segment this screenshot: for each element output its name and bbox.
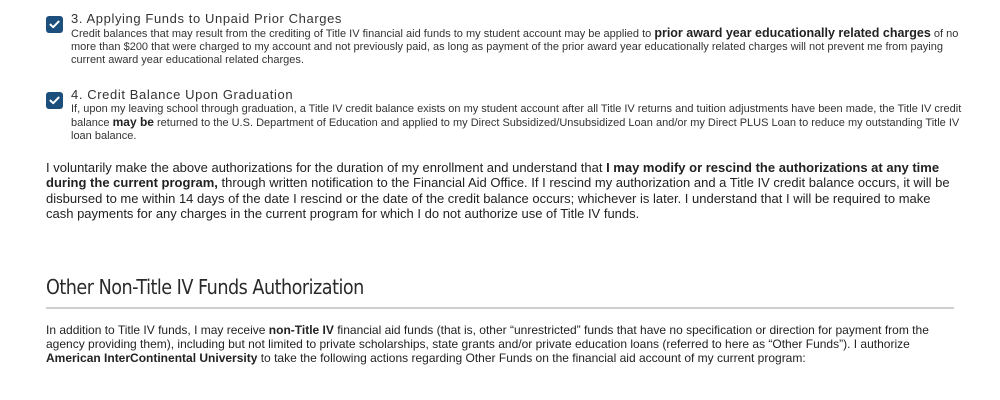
item-3-title: 3. Applying Funds to Unpaid Prior Charges: [71, 11, 343, 26]
authorization-text-2: through written notification to the Financial Aid Office. If I rescind my authorization and a Title IV credit balance occurs, it will be disbursed to me within 14 days of the date I rescind or the date of the credit balance occurs; whichever is later. I understand that I will be required to make cash payments for any charges in the current program for which I do not authorize use of Title IV funds.: [46, 175, 950, 222]
section-text-1: In addition to Title IV funds, I may receive: [46, 323, 269, 337]
item-3-body: [71, 27, 963, 68]
item-3-body-bold: prior award year educationally related charges: [654, 26, 931, 40]
section-body: [46, 324, 958, 365]
checkmark-icon: [49, 20, 60, 29]
authorization-bold: I may modify or rescind the authorizations at any time during the current program,: [46, 160, 940, 191]
item-4-body: [71, 103, 963, 144]
item-3-body-text-1: Credit balances that may result from the crediting of Title IV financial aid funds to my student account may be applied to: [71, 28, 655, 40]
section-bold-2: American InterContinental University: [46, 350, 258, 365]
item-4-checkbox[interactable]: [46, 92, 63, 109]
authorization-text-1: I voluntarily make the above authorizations for the duration of my enrollment and understand that: [46, 160, 607, 175]
item-4-body-bold: may be: [112, 115, 154, 130]
section-bold-1: non-Title IV: [268, 323, 334, 337]
section-text-2: financial aid funds (that is, other “unrestricted” funds that have no specification or direction for payment from the agency providing them), including but not limited to private scholarships, state grants and/or private education loans (referred to here as “Other Funds”). I authorize: [46, 323, 929, 351]
item-4-body-text-2: returned to the U.S. Department of Education and applied to my Direct Subsidized/Unsubsidized Loan and/or my Direct PLUS Loan to reduce my outstanding Title IV loan balance.: [71, 117, 960, 143]
authorization-paragraph: [46, 160, 958, 222]
heading-divider: [46, 307, 954, 309]
section-heading: Other Non-Title IV Funds Authorization: [46, 275, 364, 299]
checkmark-icon: [49, 96, 60, 105]
item-4-title: 4. Credit Balance Upon Graduation: [71, 87, 294, 102]
item-3-body-text-2: of no more than $200 that were charged to my account and not previously paid, as long as payment of the prior award year educationally related charges will not prevent me from paying current award year educational related charges.: [71, 28, 959, 67]
item-4-body-text-1: If, upon my leaving school through graduation, a Title IV credit balance exists on my student account after all Title IV returns and tuition adjustments have been made, the Title IV credit balance: [71, 103, 962, 130]
item-3-checkbox[interactable]: [46, 16, 63, 33]
section-text-3: to take the following actions regarding Other Funds on the financial aid account of my current program:: [257, 350, 806, 365]
